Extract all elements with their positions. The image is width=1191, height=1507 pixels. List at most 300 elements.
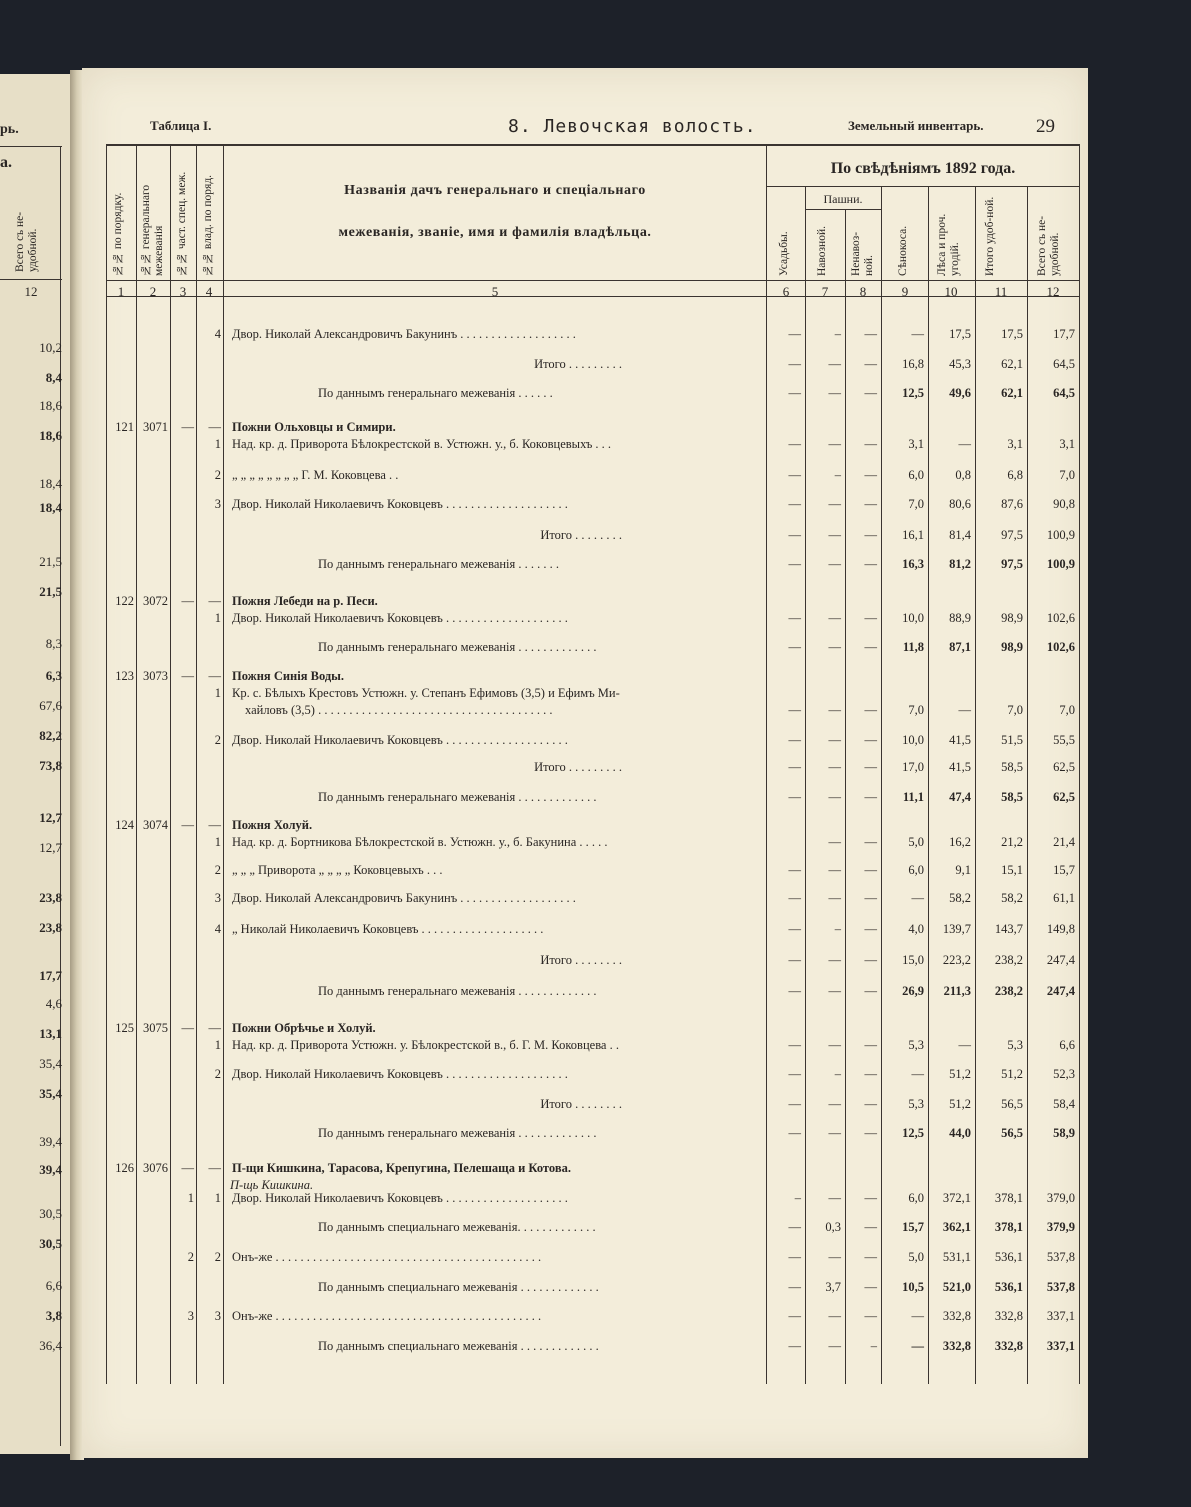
value-col-10: 332,8 [942,1309,971,1323]
col-header-5-line1: Названія дачъ генеральнаго и спеціальнаго [344,183,646,198]
column-number: 5 [491,284,499,299]
value-col-10: 88,9 [949,611,971,625]
value-col-9: 16,3 [902,557,924,571]
subtotal-label: Итого . . . . . . . . [540,1097,622,1111]
value-col-12: 149,8 [1046,922,1075,936]
value-col-7: — [828,611,841,625]
value-col-12: 7,0 [1059,468,1075,482]
value-col-7: — [828,437,841,451]
owner-name: Онъ-же . . . . . . . . . . . . . . . . . . . . . . . . . . . . . . . . . . . . . . . . . . . [232,1309,542,1323]
value-col-7: — [828,528,841,542]
owner-number: 1 [214,611,221,625]
value-col-10: 80,6 [949,497,971,511]
left-page-value: 23,8 [39,890,62,905]
value-col-9: 5,0 [908,835,924,849]
col-header-6: Усадьбы. [778,231,790,276]
value-col-8: — [864,1126,877,1140]
left-page-value: 21,5 [39,584,62,599]
col-line-12 [1079,144,1080,1384]
value-col-10: 41,5 [949,760,971,774]
owner-name: Двор. Николай Александровичъ Бакунинъ . . . . . . . . . . . . . . . . . . . [232,891,576,905]
row-number: 121 [115,420,134,434]
owner-name: „ „ „ Приворота „ „ „ „ Коковцевыхъ . . . [232,863,443,877]
value-col-12: 247,4 [1046,984,1075,998]
special-survey-number: — [181,818,194,832]
value-col-8: — [864,386,877,400]
value-col-12: 62,5 [1053,790,1075,804]
value-col-6: — [788,1250,801,1264]
owner-number: — [208,1161,221,1175]
row-number: 122 [115,594,134,608]
value-col-11: 97,5 [1001,528,1023,542]
owner-number: 3 [214,497,221,511]
survey-data-label: По даннымъ генеральнаго межеванія . . . . . . . . . . . . . [318,1126,597,1140]
value-col-7: – [834,1067,841,1081]
owner-number: — [208,420,221,434]
value-col-10: 9,1 [955,863,971,877]
left-page-value: 8,4 [45,370,62,385]
parcel-title: П-щи Кишкина, Тарасова, Крепугина, Пелешаща и Котова. [232,1161,571,1175]
value-col-11: 58,2 [1001,891,1023,905]
value-col-10: 372,1 [942,1191,971,1205]
value-col-12: 102,6 [1046,611,1075,625]
value-col-6: — [788,891,801,905]
survey-data-label: По даннымъ специальнаго межеванія. . . . . . . . . . . . . [318,1220,596,1234]
row-number: 123 [115,669,134,683]
owner-number: 1 [214,835,221,849]
value-col-8: — [864,1250,877,1264]
column-number: 8 [859,284,867,299]
value-col-10: 81,2 [949,557,971,571]
owner-name: Над. кр. д. Приворота Бѣлокрестской в. Устюжн. у., б. Коковцевыхъ . . . [232,437,612,451]
value-col-8: — [864,835,877,849]
value-col-10: 17,5 [949,327,971,341]
value-col-7: – [834,922,841,936]
column-number: 11 [994,284,1008,299]
value-col-6: — [788,468,801,482]
left-page-value: 35,4 [39,1086,62,1101]
value-col-9: 12,5 [902,386,924,400]
page-title: 8. Левочская волость. [508,116,757,137]
general-survey-number: 3072 [143,594,168,608]
left-page-edge [0,74,77,1454]
value-col-10: — [958,1038,971,1052]
parcel-subtitle: П-щь Кишкина. [230,1178,314,1192]
value-col-12: 337,1 [1046,1309,1075,1323]
value-col-7: — [828,1038,841,1052]
value-col-6: — [788,922,801,936]
value-col-7: — [828,835,841,849]
left-page-value: 21,5 [39,554,62,569]
value-col-12: 337,1 [1046,1339,1075,1353]
value-col-9: 6,0 [908,1191,924,1205]
owner-name: Онъ-же . . . . . . . . . . . . . . . . . . . . . . . . . . . . . . . . . . . . . . . . . . . [232,1250,542,1264]
owner-number: 4 [214,327,221,341]
value-col-6: — [788,790,801,804]
value-col-7: — [828,386,841,400]
special-survey-number: — [181,1021,194,1035]
value-col-11: 62,1 [1001,357,1023,371]
left-page-col-num: 12 [24,284,38,299]
value-col-12: 55,5 [1053,733,1075,747]
owner-name: Двор. Николай Николаевичъ Коковцевъ . . . . . . . . . . . . . . . . . . . . [232,1191,568,1205]
value-col-10: 51,2 [949,1067,971,1081]
col-header-9: Сѣнокоса. [897,225,909,276]
value-col-9: — [911,891,924,905]
value-col-8: — [864,703,877,717]
value-col-10: 531,1 [942,1250,971,1264]
owner-name: „ Николай Николаевичъ Коковцевъ . . . . . . . . . . . . . . . . . . . . [232,922,544,936]
general-survey-number: 3076 [143,1161,168,1175]
owner-number: 2 [214,1067,221,1081]
value-col-10: 49,6 [949,386,971,400]
value-col-11: 378,1 [994,1220,1023,1234]
value-col-9: 15,0 [902,953,924,967]
subtotal-label: Итого . . . . . . . . . [534,357,622,371]
value-col-11: 536,1 [994,1250,1023,1264]
left-page-value: 17,7 [39,968,62,983]
value-col-7: – [834,468,841,482]
value-col-12: 100,9 [1046,557,1075,571]
col-header-2: №№ генеральнаго межеванія [140,184,165,276]
value-col-6: — [788,733,801,747]
col-header-11: Итого удоб-ной. [984,196,996,276]
value-col-9: 7,0 [908,497,924,511]
value-col-11: 21,2 [1001,835,1023,849]
value-col-10: 87,1 [949,640,971,654]
left-page-header: рь. [0,122,19,137]
value-col-7: — [828,640,841,654]
value-col-7: — [828,733,841,747]
owner-name-continuation: хайловъ (3,5) . . . . . . . . . . . . . . . . . . . . . . . . . . . . . . . . . . . . . . [245,703,553,717]
value-col-6: — [788,437,801,451]
value-col-6: — [788,611,801,625]
value-col-10: 0,8 [955,468,971,482]
group-rule [766,186,1080,187]
parcel-title: Пожни Ольховцы и Симири. [232,420,396,434]
owner-number: 2 [214,863,221,877]
value-col-11: 17,5 [1001,327,1023,341]
value-col-12: 247,4 [1046,953,1075,967]
value-col-9: 12,5 [902,1126,924,1140]
left-page-rule [0,146,62,147]
value-col-6: — [788,863,801,877]
value-col-11: 15,1 [1001,863,1023,877]
value-col-8: — [864,790,877,804]
value-col-9: 10,0 [902,733,924,747]
value-col-10: 362,1 [942,1220,971,1234]
column-number: 2 [149,284,157,299]
column-number: 4 [205,284,213,299]
value-col-6: — [788,528,801,542]
value-col-12: 102,6 [1046,640,1075,654]
value-col-12: 379,9 [1046,1220,1075,1234]
value-col-11: 536,1 [994,1280,1023,1294]
value-col-11: 97,5 [1001,557,1023,571]
value-col-11: 98,9 [1001,611,1023,625]
page-number: 29 [1036,116,1055,137]
owner-number: 3 [214,1309,221,1323]
value-col-8: — [864,891,877,905]
value-col-6: — [788,640,801,654]
parcel-title: Пожня Лебеди на р. Песи. [232,594,378,608]
special-survey-number: — [181,420,194,434]
owner-number: 4 [214,922,221,936]
col-header-5-line2: межеванія, званіе, имя и фамилія владѣльца. [338,225,652,240]
value-col-10: 81,4 [949,528,971,542]
value-col-11: 56,5 [1001,1097,1023,1111]
row-number: 125 [115,1021,134,1035]
value-col-10: 41,5 [949,733,971,747]
value-col-10: 47,4 [949,790,971,804]
value-col-6: — [788,1280,801,1294]
owner-number: 2 [214,1250,221,1264]
value-col-9: 10,5 [902,1280,924,1294]
value-col-9: 11,8 [902,640,924,654]
pashni-rule [805,209,881,210]
value-col-6: — [788,1097,801,1111]
value-col-7: — [828,1309,841,1323]
value-col-11: 51,5 [1001,733,1023,747]
owner-name: Двор. Николай Николаевичъ Коковцевъ . . . . . . . . . . . . . . . . . . . . [232,733,568,747]
value-col-9: — [911,1339,924,1353]
parcel-title: Пожня Холуй. [232,818,313,832]
owner-number: 1 [214,1191,221,1205]
value-col-7: 3,7 [825,1280,841,1294]
value-col-8: — [864,733,877,747]
value-col-12: 64,5 [1053,357,1075,371]
col-line-11 [1027,186,1028,1384]
pashni-header: Пашни. [823,192,863,206]
value-col-10: 211,3 [943,984,971,998]
column-number: 12 [1046,284,1060,299]
value-col-6: — [788,953,801,967]
value-col-8: — [864,953,877,967]
value-col-11: 6,8 [1007,468,1023,482]
value-col-6: — [788,984,801,998]
value-col-8: — [864,1038,877,1052]
survey-data-label: По даннымъ специальнаго межеванія . . . . . . . . . . . . . [318,1280,599,1294]
value-col-6: — [788,357,801,371]
value-col-10: 223,2 [942,953,971,967]
value-col-11: 58,5 [1001,760,1023,774]
owner-name: Двор. Николай Александровичъ Бакунинъ . . . . . . . . . . . . . . . . . . . [232,327,576,341]
col-line-1 [136,144,137,1384]
value-col-7: — [828,497,841,511]
value-col-10: 44,0 [949,1126,971,1140]
value-col-11: 332,8 [994,1309,1023,1323]
value-col-9: 7,0 [908,703,924,717]
value-col-12: 58,4 [1053,1097,1075,1111]
owner-name: Кр. с. Бѣлыхъ Крестовъ Устюжн. у. Степанъ Ефимовъ (3,5) и Ефимъ Ми- [232,686,620,700]
value-col-8: — [864,760,877,774]
value-col-8: — [864,468,877,482]
owner-name: Над. кр. д. Приворота Устюжн. у. Бѣлокрестской в., б. Г. М. Коковцева . . [232,1038,619,1052]
value-col-12: 17,7 [1053,327,1075,341]
owner-number: 2 [214,468,221,482]
value-col-10: — [958,703,971,717]
value-col-11: 238,2 [994,984,1023,998]
special-survey-number: — [181,594,194,608]
value-col-7: — [828,1097,841,1111]
value-col-9: — [911,1067,924,1081]
special-survey-number: — [181,1161,194,1175]
owner-name: „ „ „ „ „ „ „ „ Г. М. Коковцева . . [232,468,399,482]
value-col-12: 379,0 [1046,1191,1075,1205]
table-label: Таблица I. [150,118,212,133]
value-col-6: — [788,1309,801,1323]
survey-data-label: По даннымъ генеральнаго межеванія . . . . . . [318,386,553,400]
value-col-12: 64,5 [1053,386,1075,400]
value-col-9: 6,0 [908,468,924,482]
col-line-10 [975,186,976,1384]
row-number: 124 [115,818,134,832]
left-page-value: 8,3 [45,636,62,651]
subtotal-label: Итого . . . . . . . . [540,953,622,967]
value-col-6: — [788,703,801,717]
header-bottom-rule [106,280,1080,281]
value-col-6: — [788,1339,801,1353]
value-col-8: — [864,1067,877,1081]
column-number: 9 [901,284,909,299]
table-top-rule [106,144,1080,146]
general-survey-number: 3074 [143,818,168,832]
value-col-7: — [828,760,841,774]
left-page-value: 3,8 [45,1308,62,1323]
owner-number: 3 [214,891,221,905]
owner-name: Двор. Николай Николаевичъ Коковцевъ . . . . . . . . . . . . . . . . . . . . [232,1067,568,1081]
value-col-8: — [864,922,877,936]
owner-number: — [208,818,221,832]
value-col-8: — [864,1191,877,1205]
left-page-value: 13,1 [39,1026,62,1041]
value-col-10: 521,0 [942,1280,971,1294]
value-col-11: 87,6 [1001,497,1023,511]
col-line-4 [223,144,224,1384]
value-col-11: 7,0 [1007,703,1023,717]
col-header-7: Навозной. [816,226,828,276]
left-page-value: 12,7 [39,810,62,825]
value-col-10: — [958,437,971,451]
value-col-12: 61,1 [1053,891,1075,905]
general-survey-number: 3075 [143,1021,168,1035]
left-page-value: 82,2 [39,728,62,743]
left-page-value: 18,6 [39,398,62,413]
colnum-bottom-rule [106,296,1080,297]
value-col-9: 17,0 [902,760,924,774]
left-page-subheader: а. [0,154,12,171]
col-header-12: Всего съ не-удобной. [1036,215,1061,276]
special-survey-number: — [181,669,194,683]
value-col-9: 4,0 [908,922,924,936]
value-col-12: 21,4 [1053,835,1075,849]
column-number: 3 [179,284,187,299]
value-col-9: 5,3 [908,1038,924,1052]
value-col-6: — [788,760,801,774]
value-col-12: 537,8 [1046,1250,1075,1264]
value-col-6: — [788,386,801,400]
value-col-12: 62,5 [1053,760,1075,774]
survey-data-label: По даннымъ специальнаго межеванія . . . . . . . . . . . . . [318,1339,599,1353]
value-col-8: — [864,1097,877,1111]
value-col-11: 5,3 [1007,1038,1023,1052]
value-col-6: — [788,1038,801,1052]
value-col-9: 16,1 [902,528,924,542]
value-col-12: 90,8 [1053,497,1075,511]
owner-number: 1 [214,1038,221,1052]
left-page-value: 6,3 [45,668,62,683]
value-col-6: — [788,1126,801,1140]
value-col-11: 51,2 [1001,1067,1023,1081]
value-col-8: — [864,1280,877,1294]
value-col-7: — [828,1339,841,1353]
value-col-12: 15,7 [1053,863,1075,877]
left-page-value: 18,4 [39,500,62,515]
left-page-value: 39,4 [39,1134,62,1149]
parcel-title: Пожня Синія Воды. [232,669,345,683]
general-survey-number: 3073 [143,669,168,683]
value-col-9: 5,3 [908,1097,924,1111]
special-survey-number: 1 [187,1191,194,1205]
owner-number: — [208,594,221,608]
value-col-10: 45,3 [949,357,971,371]
value-col-7: — [828,1126,841,1140]
left-page-value: 30,5 [39,1206,62,1221]
left-page-value: 30,5 [39,1236,62,1251]
value-col-11: 378,1 [994,1191,1023,1205]
value-col-9: 15,7 [902,1220,924,1234]
value-col-7: — [828,790,841,804]
value-col-6: — [788,497,801,511]
value-col-8: — [864,327,877,341]
value-col-12: 3,1 [1059,437,1075,451]
value-col-6: — [788,557,801,571]
value-col-11: 238,2 [994,953,1023,967]
left-page-value: 12,7 [39,840,62,855]
value-col-7: — [828,557,841,571]
value-col-12: 52,3 [1053,1067,1075,1081]
survey-data-label: По даннымъ генеральнаго межеванія . . . . . . . . . . . . . [318,790,597,804]
column-number: 7 [821,284,829,299]
value-col-9: 16,8 [902,357,924,371]
left-page-value: 6,6 [45,1278,62,1293]
value-col-10: 139,7 [942,922,971,936]
value-col-9: 3,1 [908,437,924,451]
value-col-7: — [828,863,841,877]
left-page-value: 18,6 [39,428,62,443]
col-header-3: №№ част. спец. меж. [176,171,188,276]
left-page-value: 36,4 [39,1338,62,1353]
value-col-7: – [834,327,841,341]
column-number: 6 [782,284,790,299]
value-col-7: — [828,1250,841,1264]
value-col-10: 16,2 [949,835,971,849]
value-col-11: 56,5 [1001,1126,1023,1140]
value-col-8: — [864,611,877,625]
row-number: 126 [115,1161,134,1175]
owner-number: 1 [214,686,221,700]
survey-data-label: По даннымъ генеральнаго межеванія . . . . . . . . . . . . . [318,984,597,998]
value-col-8: — [864,1309,877,1323]
value-col-8: – [870,1339,877,1353]
owner-name: Двор. Николай Николаевичъ Коковцевъ . . . . . . . . . . . . . . . . . . . . [232,611,568,625]
left-page-col-label: Всего съ не-удобной. [14,211,39,272]
owner-name: Над. кр. д. Бортникова Бѣлокрестской в. Устюжн. у., б. Бакунина . . . . . [232,835,608,849]
column-number: 10 [944,284,958,299]
value-col-8: — [864,984,877,998]
left-page-value: 39,4 [39,1162,62,1177]
value-col-9: — [911,327,924,341]
